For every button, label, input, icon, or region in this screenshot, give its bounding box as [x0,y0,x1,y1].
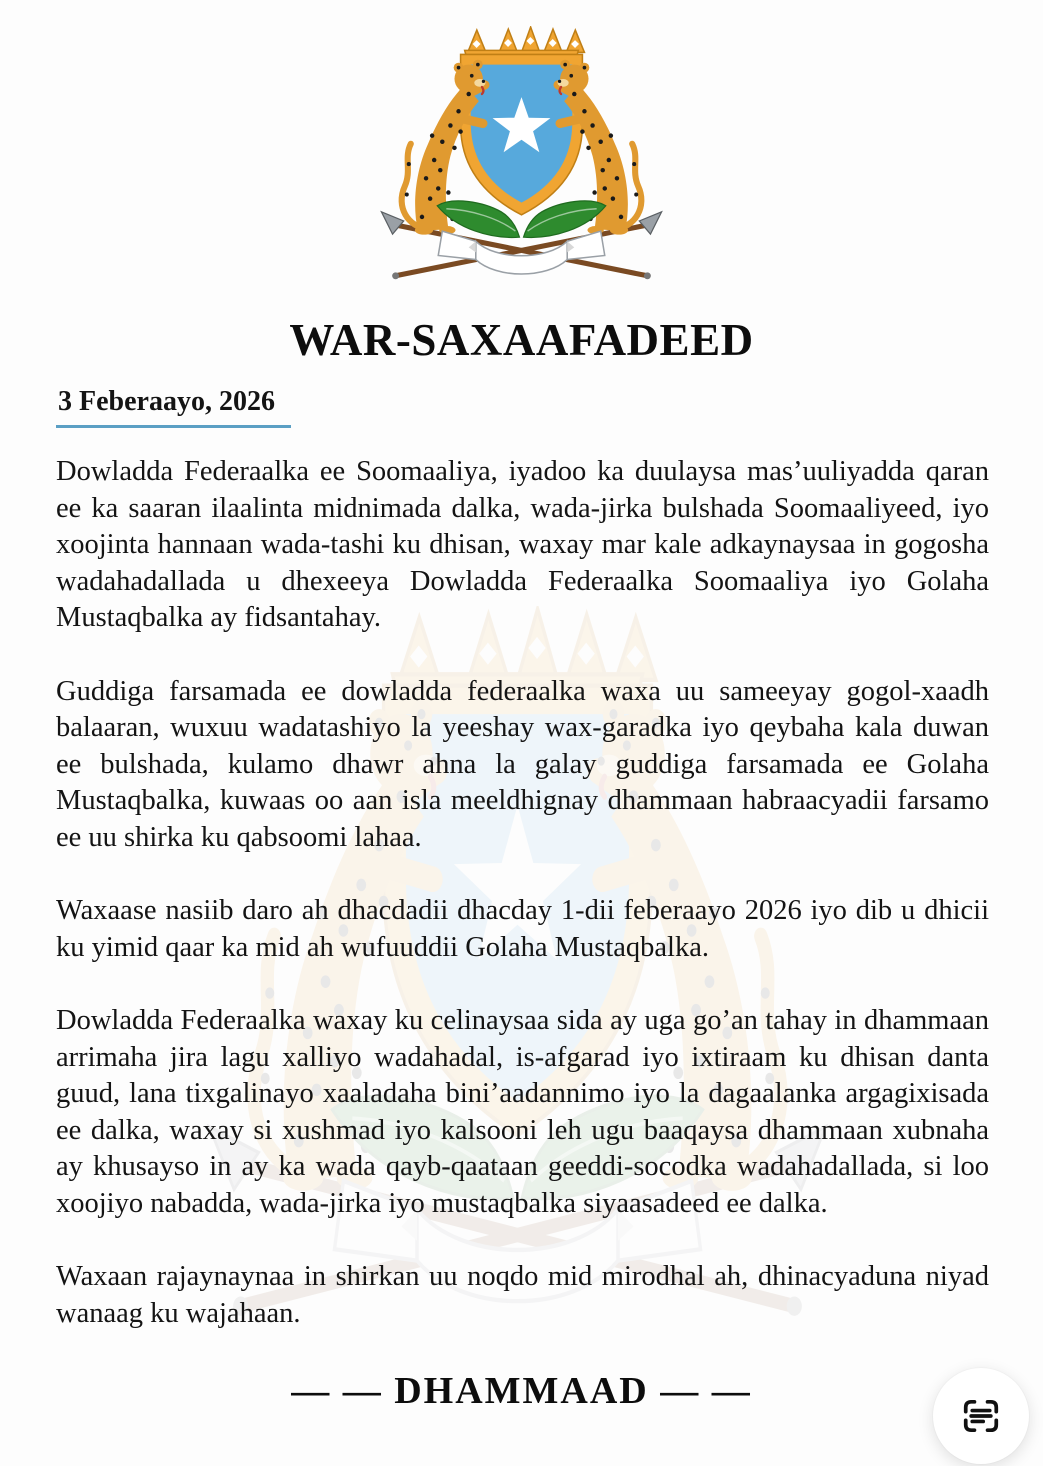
somalia-coat-of-arms [379,26,664,290]
date-label: 3 Feberaayo, 2026 [56,386,291,428]
date-row [56,386,1043,428]
paragraph-4: Dowladda Federaalka waxay ku celinaysaa sida ay uga go’an tahay in dhammaan arrimaha jira lagu xalliyo wadahadal, is-afgarad iyo ixtiraam ku dhisan danta guud, lana tixgalinayo xaaladaha bini’aadannimo iyo la dagaalanka argagixisada ee dalka, waxay si xushmad iyo kalsooni leh ugu baaqaysa dhammaan xubnaha ay khusayso in ay ka wada qayb-qaataan geeddi-socodka wadahadallada, si loo xoojiyo nabadda, wada-jirka iyo mustaqbalka siyaasadeed ee dalka. [56,1005,989,1219]
scan-text-button[interactable] [933,1368,1029,1464]
page-title: WAR-SAXAAFADEED [289,315,754,365]
closing-line: — — DHAMMAAD — — [291,1370,752,1412]
paragraph-5: Waxaan rajaynaynaa in shirkan uu noqdo mid mirodhal ah, dhinacyaduna niyad wanaag ku wajahaan. [56,1261,989,1329]
scan-text-icon [957,1392,1005,1440]
paragraph-1: Dowladda Federaalka ee Soomaaliya, iyadoo ka duulaysa mas’uuliyadda qaran ee ka saaran ilaalinta midnimada dalka, wada-jirka bulshada Soomaaliyeed, iyo xoojinta hannaan wada-tashi ku dhisan, waxay mar kale adkaynaysaa in gogosha wadahadallada u dhexeeya Dowladda Federaalka Soomaaliya iyo Golaha Mustaqbalka ay fidsantahay. [56,456,989,633]
body-text [56,454,989,1332]
paragraph-2: Guddiga farsamada ee dowladda federaalka waxa uu sameeyay gogol-xaadh balaaran, wuxuu wadatashiyo la yeeshay wax-garadka iyo qeybaha kala duwan ee bulshada, kulamo dhawr ahna la galay guddiga farsamada ee Golaha Mustaqbalka, kuwaas oo aan isla meeldhignay dhammaan habraacyadii farsamo ee uu shirka ku qabsoomi lahaa. [56,675,989,853]
press-release-page [0,26,1043,1466]
paragraph-3: Waxaase nasiib daro ah dhacdadii dhacday 1-dii feberaayo 2026 iyo dib u dhicii ku yimid qaar ka mid ah wufuuddii Golaha Mustaqbalka. [56,895,989,963]
